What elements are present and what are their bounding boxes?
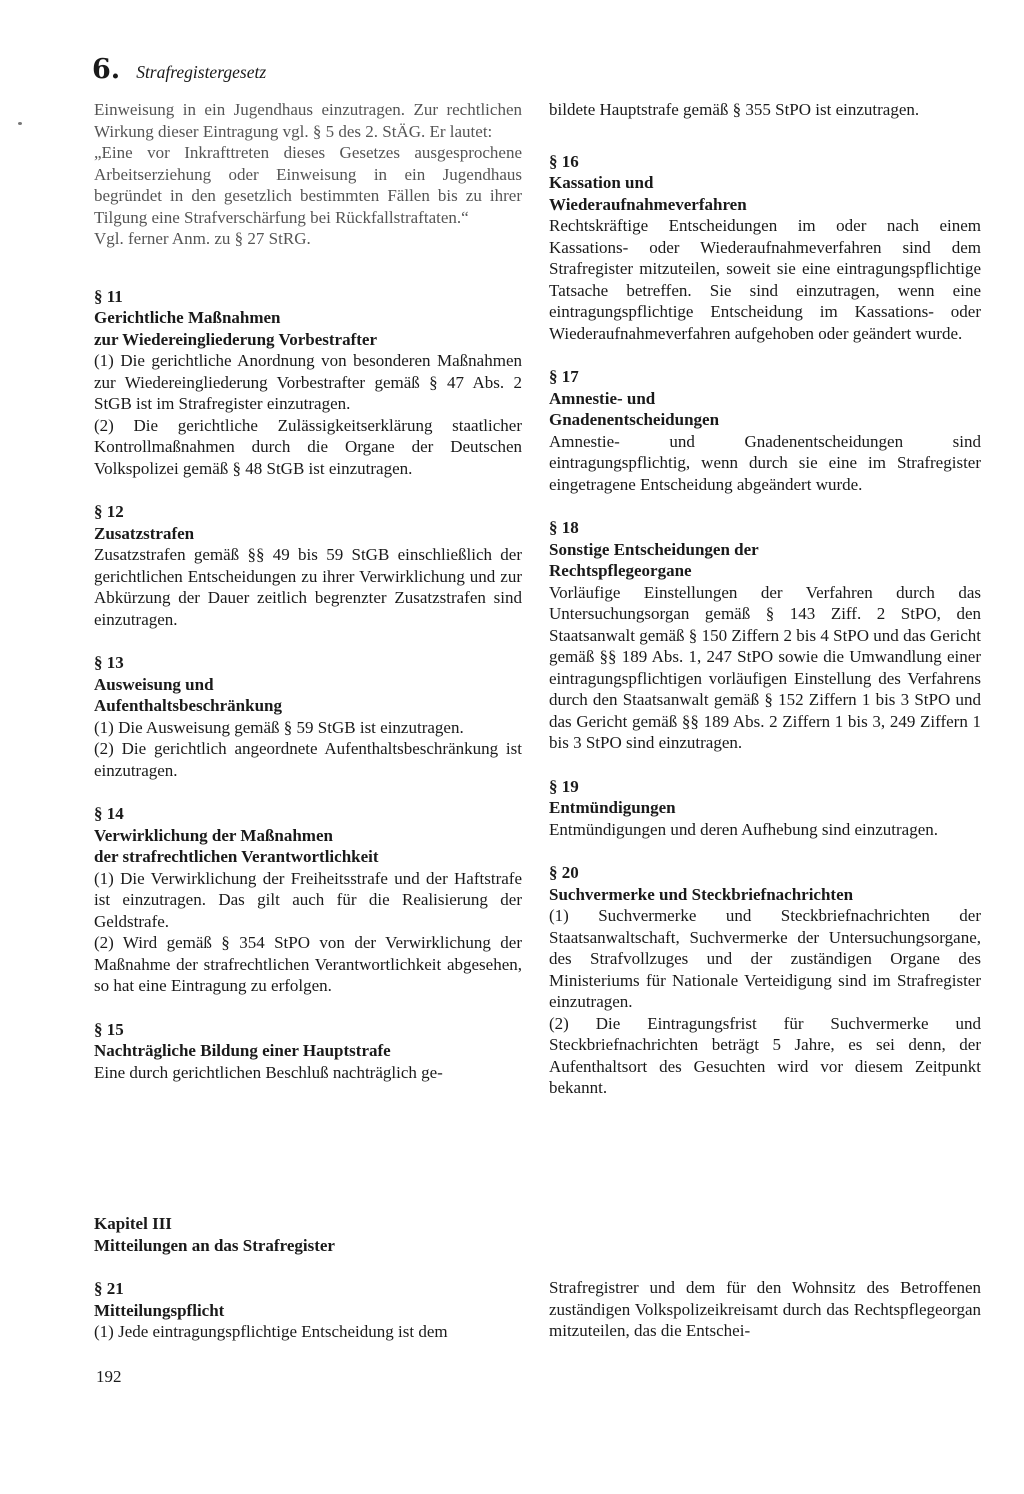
- chapter-title: Mitteilungen an das Strafregister: [94, 1235, 335, 1255]
- section-16: [549, 151, 981, 345]
- section-12: [94, 501, 522, 630]
- section-paragraph: (2) Die gerichtliche Zulässigkeitserklärung staatlicher Kontrollmaßnahmen durch die Organe der Deutschen Volkspolizei gemäß § 48 StGB ist einzutragen.: [94, 415, 522, 478]
- section-13: [94, 652, 522, 781]
- chapter-block: [94, 1213, 522, 1343]
- section-title: Rechtspflegeorgane: [549, 561, 692, 580]
- section-14: [94, 803, 522, 997]
- section-paragraph: (2) Wird gemäß § 354 StPO von der Verwirklichung der Maßnahme der strafrechtlichen Verantwortlichkeit abgesehen, so hat eine Eintragung zu erfolgen.: [94, 933, 522, 995]
- note-quote: „Eine vor Inkrafttreten dieses Gesetzes ausgesprochene Arbeitserziehung oder Einweisung in ein Jugendhaus begründet in den gesetzlich bestimmten Fällen bis zu ihrer Tilgung eine Strafverschärfung bei Rückfallstraftaten.“: [94, 143, 522, 227]
- note-paragraph: Einweisung in ein Jugendhaus einzutragen. Zur rechtlichen Wirkung dieser Eintragung vgl. § 5 des 2. StÄG. Er lautet:: [94, 100, 522, 141]
- section-title: Kassation und: [549, 173, 654, 192]
- section-paragraph: (1) Die gerichtliche Anordnung von besonderen Maßnahmen zur Wiedereingliederung Vorbestrafter gemäß § 47 Abs. 2 StGB ist im Strafregister einzutragen.: [94, 351, 522, 413]
- section-paragraph: (2) Die Eintragungsfrist für Suchvermerke und Steckbriefnachrichten beträgt 5 Jahre, es sei denn, der Aufenthaltsort des Gesuchten wird vor diesem Zeitpunkt bekannt.: [549, 1013, 981, 1097]
- section-number: § 17: [549, 367, 579, 386]
- section-20: [549, 862, 981, 1099]
- section-paragraph: Entmündigungen und deren Aufhebung sind einzutragen.: [549, 819, 939, 839]
- section-title: Entmündigungen: [549, 798, 676, 817]
- running-title: Strafregistergesetz: [136, 62, 267, 82]
- chapter-label: Kapitel III: [94, 1214, 172, 1233]
- section-15: [94, 1019, 522, 1084]
- section-title: Gerichtliche Maßnahmen: [94, 308, 281, 327]
- note-reference: Vgl. ferner Anm. zu § 27 StRG.: [94, 229, 311, 248]
- section-title: der strafrechtlichen Verantwortlichkeit: [94, 847, 379, 866]
- section-paragraph: (1) Jede eintragungspflichtige Entscheidung ist dem: [94, 1322, 448, 1341]
- section-paragraph: (1) Suchvermerke und Steckbriefnachrichten der Staatsanwaltschaft, Suchvermerke der Untersuchungsorgane, des Strafvollzuges und der zuständigen Organe des Ministeriums für Nationale Verteidigung sind im Strafregister einzutragen.: [549, 906, 981, 1011]
- section-number: § 19: [549, 776, 579, 796]
- page-number: 192: [96, 1367, 122, 1386]
- continuation-paragraph: bildete Hauptstrafe gemäß § 355 StPO ist einzutragen.: [549, 100, 920, 119]
- section-paragraph: Eine durch gerichtlichen Beschluß nachträglich ge-: [94, 1062, 443, 1082]
- intro-note: [94, 99, 522, 250]
- page-header: [92, 54, 266, 85]
- section-paragraph: Amnestie- und Gnadenentscheidungen sind eintragungspflichtig, wenn durch sie eine im Strafregister eingetragene Entscheidung abgeändert wurde.: [549, 431, 981, 494]
- right-column: [549, 99, 981, 1099]
- continuation-paragraph: Strafregistrer und dem für den Wohnsitz des Betroffenen zuständigen Volkspolizeikreisamt durch das Rechtspflegeorgan mitzuteilen, das die Entschei-: [549, 1278, 981, 1340]
- section-title: Aufenthaltsbeschränkung: [94, 696, 282, 715]
- section-title: Mitteilungspflicht: [94, 1300, 225, 1320]
- section-17: [549, 366, 981, 495]
- section-title: Ausweisung und: [94, 674, 214, 694]
- section-title: Nachträgliche Bildung einer Hauptstrafe: [94, 1041, 391, 1060]
- section-number: § 12: [94, 502, 124, 521]
- section-number: § 21: [94, 1279, 124, 1298]
- section-number: § 20: [549, 863, 579, 882]
- section-title: Gnadenentscheidungen: [549, 410, 720, 429]
- section-number: § 18: [549, 518, 579, 537]
- section-19: [549, 776, 981, 841]
- section-title: Zusatzstrafen: [94, 523, 195, 543]
- section-number: § 14: [94, 804, 124, 823]
- section-21-continuation: [549, 1277, 981, 1342]
- section-title: Suchvermerke und Steckbriefnachrichten: [549, 884, 854, 904]
- section-title: Sonstige Entscheidungen der: [549, 539, 759, 559]
- section-title: zur Wiedereingliederung Vorbestrafter: [94, 329, 377, 349]
- section-paragraph: Rechtskräftige Entscheidungen im oder nach einem Kassations- oder Wiederaufnahmeverfahren sind dem Strafregister mitzuteilen, soweit sie eine eintragungspflichtige Tatsache betreffen. Sie sind einzutragen, wenn eine eintragungspflichtige Entscheidung im Kassations- oder Wiederaufnahmeverfahren aufgehoben oder geändert wurde.: [549, 216, 981, 343]
- chapter-number: 6.: [92, 54, 121, 85]
- section-paragraph: (1) Die Verwirklichung der Freiheitsstrafe und der Haftstrafe ist einzutragen. Das gilt auch für die Realisierung der Geldstrafe.: [94, 868, 522, 931]
- section-paragraph: Zusatzstrafen gemäß §§ 49 bis 59 StGB einschließlich der gerichtlichen Entscheidungen zu ihrer Verwirklichung und zur Abkürzung der Dauer zeitlich begrenzter Zusatzstrafen sind einzutragen.: [94, 545, 522, 629]
- section-paragraph: Vorläufige Einstellungen der Verfahren durch das Untersuchungsorgan gemäß § 143 Ziff. 2 StPO, den Staatsanwalt gemäß § 150 Ziffern 2 bis 4 StPO und das Gericht gemäß §§ 189 Abs. 1, 247 StPO sowie die Umwandlung einer eintragungspflichtigen vorläufigen Einstellung des Verfahrens durch den Staatsanwalt gemäß § 152 Ziffern 1 bis 3 StPO und das Gericht gemäß §§ 189 Abs. 2 Ziffern 1 bis 3, 249 Ziffern 1 bis 3 StPO sind einzutragen.: [549, 582, 981, 752]
- left-column: [94, 99, 522, 1083]
- section-title: Wiederaufnahmeverfahren: [549, 194, 747, 214]
- section-paragraph: (1) Die Ausweisung gemäß § 59 StGB ist einzutragen.: [94, 717, 464, 737]
- section-number: § 16: [549, 151, 579, 171]
- scan-speck: [18, 122, 22, 125]
- section-paragraph: (2) Die gerichtlich angeordnete Aufenthaltsbeschränkung ist einzutragen.: [94, 739, 522, 780]
- section-number: § 13: [94, 653, 124, 672]
- section-number: § 15: [94, 1019, 124, 1039]
- section-11: [94, 286, 522, 480]
- section-title: Verwirklichung der Maßnahmen: [94, 825, 333, 845]
- section-18: [549, 517, 981, 754]
- section-number: § 11: [94, 286, 123, 306]
- section-title: Amnestie- und: [549, 388, 656, 408]
